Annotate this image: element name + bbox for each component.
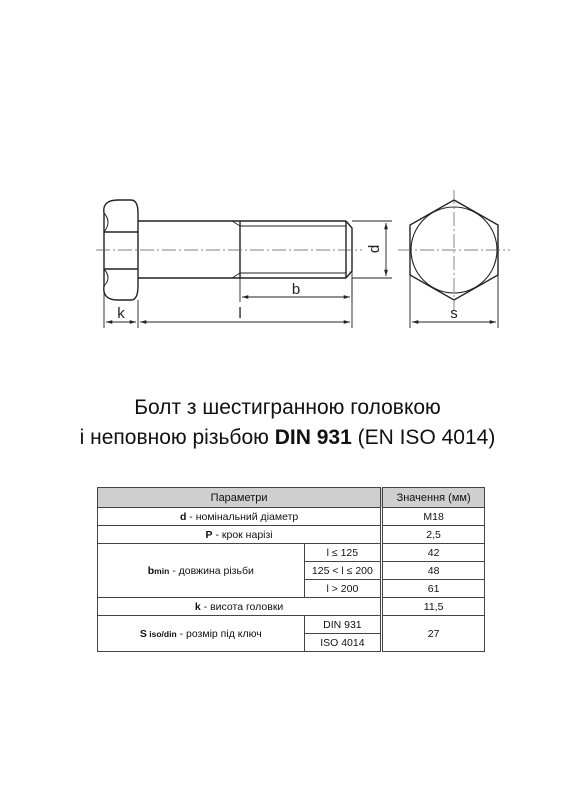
label-l: l	[238, 305, 242, 322]
title-line-2	[0, 423, 575, 453]
header-values: Значення (мм)	[383, 488, 485, 508]
s-subscript: iso/din	[146, 628, 177, 639]
b-value-3: 61	[383, 580, 485, 598]
label-b: b	[291, 281, 301, 298]
s-standard-din: DIN 931	[304, 616, 381, 634]
table-row-k	[98, 598, 485, 616]
label-k: k	[117, 305, 125, 322]
s-standard-iso: ISO 4014	[304, 634, 381, 652]
header-parameters: Параметри	[98, 488, 381, 508]
title-standard: DIN 931	[274, 426, 352, 449]
title-line-1: Болт з шестигранною головкою	[134, 396, 441, 419]
end-view-centerlines	[398, 190, 510, 310]
b-condition-3: l > 200	[304, 580, 381, 598]
b-value-1: 42	[383, 544, 485, 562]
b-symbol: b	[147, 564, 155, 577]
table-header-row	[98, 488, 485, 508]
document-title	[0, 393, 575, 453]
d-symbol: d	[179, 510, 187, 523]
bolt-technical-drawing	[0, 0, 575, 380]
s-value: 27	[383, 616, 485, 652]
b-subscript: min	[154, 565, 170, 576]
title-line-2-prefix: і неповною різьбою	[79, 426, 275, 449]
dimension-k-l	[104, 278, 352, 328]
label-d: d	[366, 244, 383, 254]
p-description: - крок нарізі	[212, 528, 273, 541]
k-value: 11,5	[383, 598, 485, 616]
b-condition-1: l ≤ 125	[304, 544, 381, 562]
label-s: s	[450, 305, 458, 322]
b-value-2: 48	[383, 562, 485, 580]
p-value: 2,5	[383, 526, 485, 544]
table-row-d	[98, 508, 485, 526]
d-description: - номінальний діаметр	[186, 510, 299, 523]
p-symbol: P	[205, 528, 213, 541]
parameters-table	[97, 487, 485, 652]
d-value: M18	[383, 508, 485, 526]
title-line-2-suffix: (EN ISO 4014)	[351, 426, 496, 449]
table-row-b-1	[98, 544, 485, 562]
table-row-s-1	[98, 616, 485, 634]
s-symbol: S	[139, 627, 147, 640]
table-row-p	[98, 526, 485, 544]
b-condition-2: 125 < l ≤ 200	[304, 562, 381, 580]
k-symbol: k	[194, 600, 201, 613]
s-description: - розмір під ключ	[176, 627, 262, 640]
b-description: - довжина різьби	[169, 564, 254, 577]
k-description: - висота головки	[200, 600, 284, 613]
